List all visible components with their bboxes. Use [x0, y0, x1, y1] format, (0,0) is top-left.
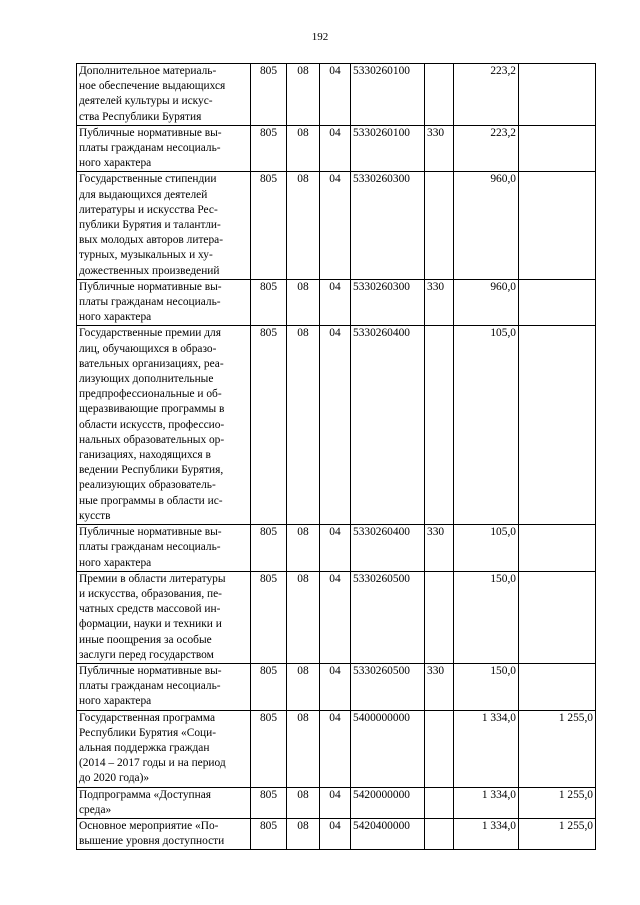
- amount-1-cell: 150,0: [454, 571, 519, 663]
- row-name-cell: Основное мероприятие «По- вышение уровня доступности: [77, 818, 251, 849]
- amount-2-cell: [519, 125, 596, 172]
- amount-1-cell: 223,2: [454, 64, 519, 126]
- target-article-cell: 5330260500: [351, 571, 425, 663]
- row-name-cell: Публичные нормативные вы- платы гражданам несоциаль- ного характера: [77, 125, 251, 172]
- table-row: [77, 663, 596, 710]
- subsection-cell: 04: [320, 279, 351, 326]
- section-cell: 08: [287, 326, 320, 525]
- amount-1-cell: 223,2: [454, 125, 519, 172]
- amount-1-cell: 105,0: [454, 525, 519, 572]
- amount-2-cell: [519, 279, 596, 326]
- budget-table: [76, 63, 596, 850]
- table-row: [77, 710, 596, 787]
- table-row: [77, 818, 596, 849]
- grbs-cell: 805: [251, 125, 287, 172]
- section-cell: 08: [287, 710, 320, 787]
- amount-1-cell: 150,0: [454, 663, 519, 710]
- table-row: [77, 571, 596, 663]
- row-name-cell: Премии в области литературы и искусства, образования, пе- чатных средств массовой ин- формации, науки и техники и иные поощрения за особые заслуги перед государством: [77, 571, 251, 663]
- amount-2-cell: [519, 571, 596, 663]
- row-name-cell: Дополнительное материаль- ное обеспечение выдающихся деятелей культуры и искус- ства Республики Бурятия: [77, 64, 251, 126]
- target-article-cell: 5330260100: [351, 64, 425, 126]
- subsection-cell: 04: [320, 818, 351, 849]
- subsection-cell: 04: [320, 326, 351, 525]
- row-name-cell: Публичные нормативные вы- платы гражданам несоциаль- ного характера: [77, 663, 251, 710]
- expense-type-cell: [425, 64, 454, 126]
- subsection-cell: 04: [320, 710, 351, 787]
- section-cell: 08: [287, 571, 320, 663]
- table-row: [77, 172, 596, 279]
- target-article-cell: 5420400000: [351, 818, 425, 849]
- amount-2-cell: [519, 525, 596, 572]
- target-article-cell: 5420000000: [351, 787, 425, 818]
- subsection-cell: 04: [320, 787, 351, 818]
- section-cell: 08: [287, 787, 320, 818]
- subsection-cell: 04: [320, 64, 351, 126]
- row-name-cell: Государственная программа Республики Бурятия «Соци- альная поддержка граждан (2014 – 2017 годы и на период до 2020 года)»: [77, 710, 251, 787]
- grbs-cell: 805: [251, 710, 287, 787]
- section-cell: 08: [287, 279, 320, 326]
- target-article-cell: 5400000000: [351, 710, 425, 787]
- row-name-cell: Публичные нормативные вы- платы гражданам несоциаль- ного характера: [77, 279, 251, 326]
- section-cell: 08: [287, 818, 320, 849]
- expense-type-cell: 330: [425, 279, 454, 326]
- target-article-cell: 5330260100: [351, 125, 425, 172]
- grbs-cell: 805: [251, 818, 287, 849]
- section-cell: 08: [287, 663, 320, 710]
- subsection-cell: 04: [320, 525, 351, 572]
- grbs-cell: 805: [251, 663, 287, 710]
- grbs-cell: 805: [251, 64, 287, 126]
- expense-type-cell: 330: [425, 663, 454, 710]
- amount-2-cell: 1 255,0: [519, 818, 596, 849]
- amount-1-cell: 1 334,0: [454, 787, 519, 818]
- subsection-cell: 04: [320, 571, 351, 663]
- subsection-cell: 04: [320, 663, 351, 710]
- table-row: [77, 525, 596, 572]
- amount-2-cell: 1 255,0: [519, 710, 596, 787]
- row-name-cell: Публичные нормативные вы- платы гражданам несоциаль- ного характера: [77, 525, 251, 572]
- subsection-cell: 04: [320, 125, 351, 172]
- amount-2-cell: [519, 172, 596, 279]
- target-article-cell: 5330260400: [351, 525, 425, 572]
- amount-2-cell: [519, 326, 596, 525]
- expense-type-cell: [425, 710, 454, 787]
- row-name-cell: Подпрограмма «Доступная среда»: [77, 787, 251, 818]
- amount-2-cell: [519, 663, 596, 710]
- table-row: [77, 125, 596, 172]
- expense-type-cell: [425, 326, 454, 525]
- amount-2-cell: 1 255,0: [519, 787, 596, 818]
- table-row: [77, 787, 596, 818]
- row-name-cell: Государственные премии для лиц, обучающихся в образо- вательных организациях, реа- лизующих дополнительные предпрофессиональные и об- щеразвивающие программы в области искусств, профессио- нальных образовательных ор- ганизациях, находящихся в ведении Республики Бурятия, реализующих образователь- ные программы в области ис- кусств: [77, 326, 251, 525]
- table-row: [77, 64, 596, 126]
- target-article-cell: 5330260300: [351, 172, 425, 279]
- table-row: [77, 279, 596, 326]
- grbs-cell: 805: [251, 279, 287, 326]
- grbs-cell: 805: [251, 172, 287, 279]
- page-number: 192: [311, 31, 329, 43]
- expense-type-cell: 330: [425, 525, 454, 572]
- grbs-cell: 805: [251, 787, 287, 818]
- target-article-cell: 5330260500: [351, 663, 425, 710]
- amount-1-cell: 1 334,0: [454, 818, 519, 849]
- subsection-cell: 04: [320, 172, 351, 279]
- expense-type-cell: 330: [425, 125, 454, 172]
- grbs-cell: 805: [251, 326, 287, 525]
- amount-1-cell: 960,0: [454, 172, 519, 279]
- grbs-cell: 805: [251, 525, 287, 572]
- target-article-cell: 5330260300: [351, 279, 425, 326]
- expense-type-cell: [425, 571, 454, 663]
- grbs-cell: 805: [251, 571, 287, 663]
- section-cell: 08: [287, 525, 320, 572]
- section-cell: 08: [287, 64, 320, 126]
- row-name-cell: Государственные стипендии для выдающихся деятелей литературы и искусства Рес- публики Бурятия и талантли- вых молодых авторов литера- турных, музыкальных и ху- дожественных произведений: [77, 172, 251, 279]
- table-row: [77, 326, 596, 525]
- amount-1-cell: 1 334,0: [454, 710, 519, 787]
- expense-type-cell: [425, 787, 454, 818]
- expense-type-cell: [425, 818, 454, 849]
- budget-table-body: [77, 64, 596, 850]
- amount-1-cell: 960,0: [454, 279, 519, 326]
- section-cell: 08: [287, 172, 320, 279]
- section-cell: 08: [287, 125, 320, 172]
- amount-1-cell: 105,0: [454, 326, 519, 525]
- target-article-cell: 5330260400: [351, 326, 425, 525]
- expense-type-cell: [425, 172, 454, 279]
- amount-2-cell: [519, 64, 596, 126]
